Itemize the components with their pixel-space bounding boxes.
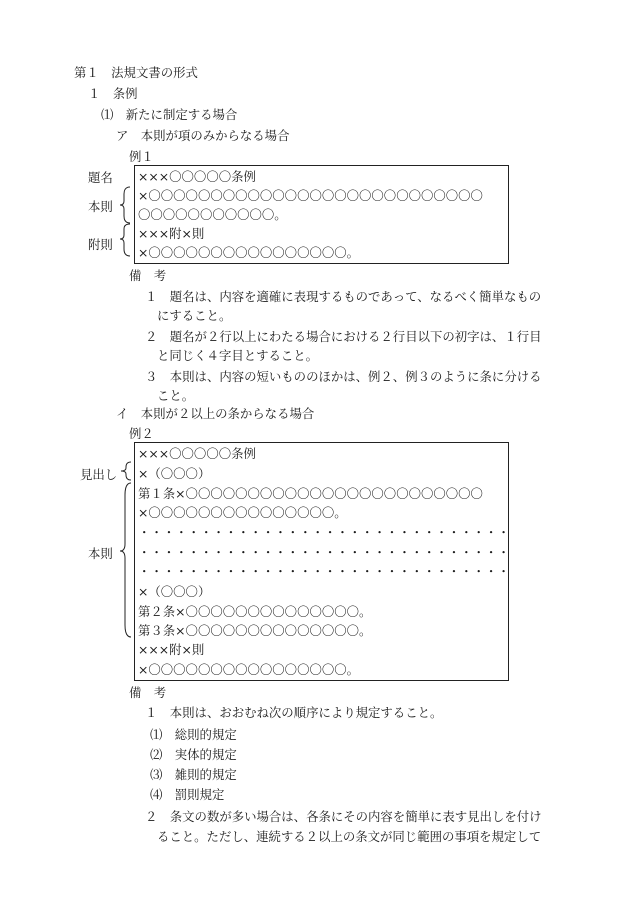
ex2-line: ×（〇〇〇） — [138, 584, 211, 599]
brace-bracket — [118, 460, 132, 640]
ex1-line: 〇〇〇〇〇〇〇〇〇〇〇。 — [138, 207, 287, 222]
note-item-cont: ること。ただし、連続する２以上の条文が同じ範囲の事項を規定して — [157, 829, 542, 844]
notes-2-heading: 備 考 — [129, 685, 167, 700]
note-item: １ 題名は、内容を適確に表現するものであって、なるべく簡単なもの — [145, 289, 542, 304]
ex2-line: 第１条×〇〇〇〇〇〇〇〇〇〇〇〇〇〇〇〇〇〇〇〇〇〇〇〇 — [138, 486, 483, 501]
case-b-heading: イ 本則が２以上の条からなる場合 — [116, 406, 315, 421]
chapter-heading: 第１ 法規文書の形式 — [74, 65, 198, 80]
note-item-cont: こと。 — [157, 388, 195, 403]
label-main-text: 本則 — [88, 199, 113, 214]
ex1-line: ×〇〇〇〇〇〇〇〇〇〇〇〇〇〇〇〇〇〇〇〇〇〇〇〇〇〇〇 — [138, 188, 483, 203]
ex2-line: ×××附×則 — [138, 642, 205, 657]
ex2-line: ×（〇〇〇） — [138, 466, 211, 481]
ex2-dots: ・・・・・・・・・・・・・・・・・・・・・・・・・・・・・・ — [138, 564, 510, 579]
note-subitem: ⑶ 雑則的規定 — [150, 767, 237, 782]
note-subitem: ⑵ 実体的規定 — [150, 747, 237, 762]
note-subitem: ⑴ 総則的規定 — [150, 727, 237, 742]
label-heading: 見出し — [80, 467, 118, 482]
ex2-dots: ・・・・・・・・・・・・・・・・・・・・・・・・・・・・・・ — [138, 525, 510, 540]
note-item-cont: にすること。 — [157, 308, 232, 323]
label-title: 題名 — [88, 170, 113, 185]
case-a-heading: ア 本則が項のみからなる場合 — [116, 128, 290, 143]
note-item: ３ 本則は、内容の短いもののほかは、例２、例３のように条に分ける — [145, 369, 542, 384]
notes-1-heading: 備 考 — [129, 268, 167, 283]
note-item: ２ 条文の数が多い場合は、各条にその内容を簡単に表す見出しを付け — [145, 809, 542, 824]
ex2-line: 第３条×〇〇〇〇〇〇〇〇〇〇〇〇〇〇。 — [138, 623, 372, 638]
ex1-line: ×××附×則 — [138, 226, 205, 241]
subsection-heading: ⑴ 新たに制定する場合 — [101, 107, 238, 122]
note-item-cont: と同じく４字目とすること。 — [157, 348, 319, 363]
ex2-line: ×〇〇〇〇〇〇〇〇〇〇〇〇〇〇〇。 — [138, 505, 347, 520]
section-heading: １ 条例 — [88, 86, 138, 101]
brace-bracket — [118, 186, 132, 258]
example-1-label: 例１ — [129, 149, 154, 164]
ex2-line: 第２条×〇〇〇〇〇〇〇〇〇〇〇〇〇〇。 — [138, 604, 372, 619]
note-subitem: ⑷ 罰則規定 — [150, 787, 225, 802]
ex2-dots: ・・・・・・・・・・・・・・・・・・・・・・・・・・・・・・ — [138, 545, 510, 560]
label-main-text: 本則 — [88, 546, 113, 561]
note-item: ２ 題名が２行以上にわたる場合における２行目以下の初字は、１行目 — [145, 329, 542, 344]
ex1-line: ×〇〇〇〇〇〇〇〇〇〇〇〇〇〇〇〇。 — [138, 245, 360, 260]
ex1-line: ×××〇〇〇〇〇条例 — [138, 169, 256, 184]
note-item: １ 本則は、おおむね次の順序により規定すること。 — [145, 705, 443, 720]
example-2-label: 例２ — [129, 426, 154, 441]
ex2-line: ×××〇〇〇〇〇条例 — [138, 446, 256, 461]
ex2-line: ×〇〇〇〇〇〇〇〇〇〇〇〇〇〇〇〇。 — [138, 662, 360, 677]
label-supplementary: 附則 — [88, 237, 113, 252]
